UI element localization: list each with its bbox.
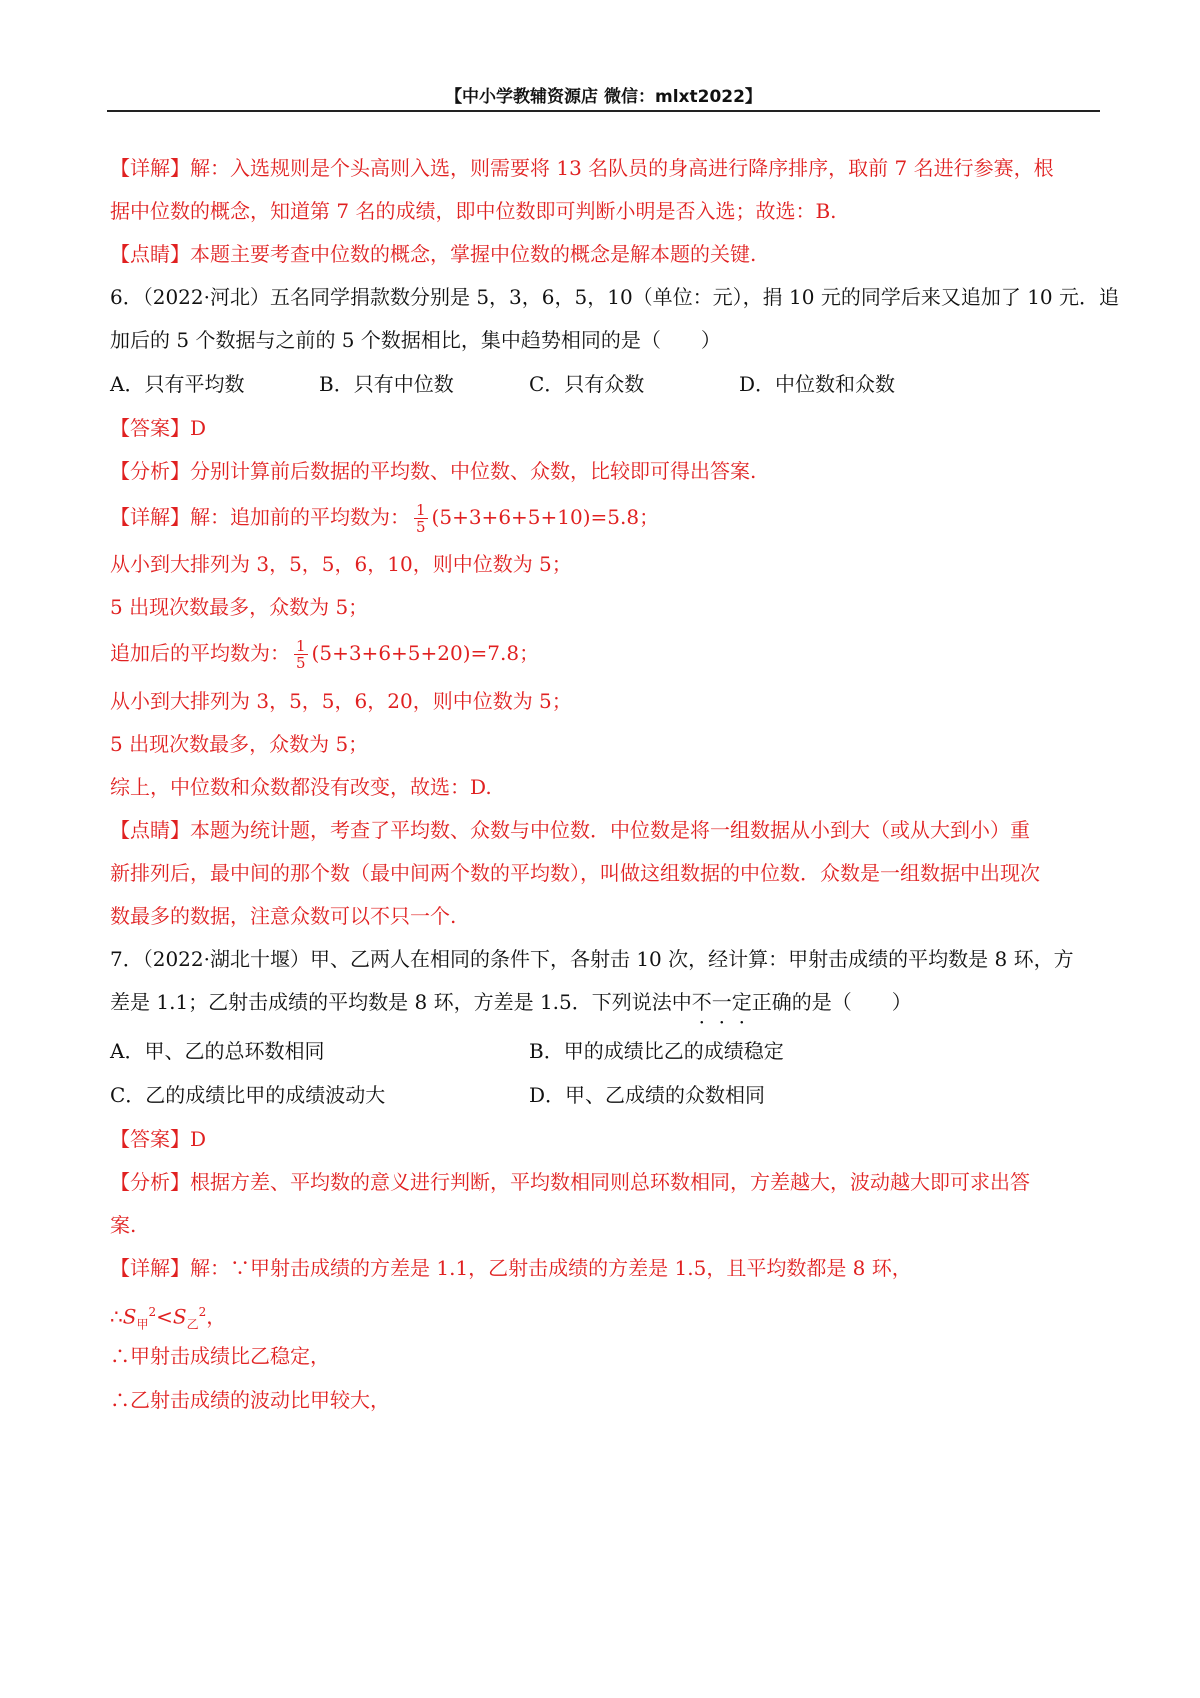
q7-detail-line-3: ∴甲射击成绩比乙稳定，	[110, 1344, 330, 1368]
fraction-numerator: 1	[416, 501, 426, 519]
q7-emphasis-char-2: 一	[711, 990, 732, 1014]
p5-detail-line-1: 【详解】解：入选规则是个头高则入选，则需要将 13 名队员的身高进行降序排序，取前 7 名进行参赛，根	[110, 156, 1054, 180]
q6-summary: 综上，中位数和众数都没有改变，故选：D.	[110, 775, 492, 799]
q6-option-d: D．中位数和众数	[739, 372, 896, 396]
q7-option-c: C．乙的成绩比甲的成绩波动大	[110, 1083, 386, 1107]
q6-detail-prefix: 【详解】解：追加前的平均数为：	[110, 505, 410, 529]
q6-comment-line-2: 新排列后，最中间的那个数（最中间两个数的平均数），叫做这组数据的中位数．众数是一组数据中出现次	[110, 861, 1040, 885]
fraction-numerator-2: 1	[296, 637, 306, 655]
q6-option-b: B．只有中位数	[319, 372, 454, 396]
q6-option-a: A．只有平均数	[110, 372, 245, 396]
q6-options	[110, 370, 1100, 398]
inequality-tail: ，	[206, 1304, 227, 1329]
q7-options-row-2	[110, 1081, 1100, 1109]
q7-detail-line-4: ∴乙射击成绩的波动比甲较大，	[110, 1388, 390, 1412]
q6-mode-before: 5 出现次数最多，众数为 5；	[110, 595, 369, 619]
q6-option-c: C．只有众数	[529, 372, 645, 396]
q7-emphasis-char-1: 不	[691, 990, 712, 1014]
q7-options-row-1	[110, 1037, 1100, 1065]
fraction-denominator-2: 5	[296, 654, 306, 672]
superscript-b: 2	[198, 1305, 207, 1319]
superscript-a: 2	[148, 1305, 157, 1319]
q7-detail-line-1: 【详解】解：∵甲射击成绩的方差是 1.1，乙射击成绩的方差是 1.5，且平均数都是 8 环，	[110, 1256, 912, 1280]
q7-option-d: D．甲、乙成绩的众数相同	[529, 1083, 766, 1107]
page-header: 【中小学教辅资源店 微信：mlxt2022】	[445, 87, 762, 107]
q6-stem-line-2: 加后的 5 个数据与之前的 5 个数据相比，集中趋势相同的是（ ）	[110, 328, 721, 352]
q6-sort-after: 从小到大排列为 3，5，5，6，20，则中位数为 5；	[110, 689, 572, 713]
less-than-symbol: <	[156, 1304, 173, 1329]
q6-analysis: 【分析】分别计算前后数据的平均数、中位数、众数，比较即可得出答案.	[110, 459, 757, 483]
p5-comment: 【点睛】本题主要考查中位数的概念，掌握中位数的概念是解本题的关键.	[110, 242, 757, 266]
variance-symbol-b: S	[172, 1304, 187, 1329]
q7-stem-line-2	[110, 988, 912, 1016]
q7-stem-line-1: 7．（2022·湖北十堰）甲、乙两人在相同的条件下，各射击 10 次，经计算：甲射击成绩的平均数是 8 环，方	[110, 947, 1074, 971]
subscript-b: 乙	[186, 1317, 199, 1332]
q6-detail-mean-after	[110, 636, 539, 671]
q7-stem-part-b: 正确的是（ ）	[751, 990, 912, 1014]
q7-option-a: A．甲、乙的总环数相同	[110, 1039, 325, 1063]
fraction-one-fifth	[414, 502, 428, 535]
header-divider	[107, 110, 1100, 112]
q7-emphasis-char-3: 定	[731, 990, 752, 1014]
q6-answer: 【答案】D	[110, 416, 207, 440]
q6-stem-line-1: 6．（2022·河北）五名同学捐款数分别是 5，3，6，5，10（单位：元），捐 10 元的同学后来又追加了 10 元．追	[110, 285, 1120, 309]
q7-analysis-line-2: 案.	[110, 1213, 137, 1237]
q6-after-prefix: 追加后的平均数为：	[110, 641, 290, 665]
q7-stem-part-a: 差是 1.1；乙射击成绩的平均数是 8 环，方差是 1.5．下列说法中	[110, 990, 692, 1014]
therefore-symbol: ∴	[110, 1304, 123, 1329]
subscript-a: 甲	[136, 1317, 149, 1332]
fraction-denominator: 5	[416, 518, 426, 536]
q6-detail-expression-after: (5+3+6+5+20)=7.8；	[311, 641, 540, 665]
q6-detail-mean-before	[110, 500, 659, 535]
q6-comment-line-3: 数最多的数据，注意众数可以不只一个.	[110, 904, 457, 928]
q7-option-b: B．甲的成绩比乙的成绩稳定	[529, 1039, 784, 1063]
q6-comment-line-1: 【点睛】本题为统计题，考查了平均数、众数与中位数．中位数是将一组数据从小到大（或从大到小）重	[110, 818, 1030, 842]
fraction-one-fifth-2	[294, 638, 308, 671]
variance-symbol-a: S	[122, 1304, 137, 1329]
q7-variance-inequality	[110, 1298, 226, 1339]
q7-analysis-line-1: 【分析】根据方差、平均数的意义进行判断，平均数相同则总环数相同，方差越大，波动越大即可求出答	[110, 1170, 1030, 1194]
q7-answer: 【答案】D	[110, 1127, 207, 1151]
q6-mode-after: 5 出现次数最多，众数为 5；	[110, 732, 369, 756]
p5-detail-line-2: 据中位数的概念，知道第 7 名的成绩，即中位数即可判断小明是否入选；故选：B.	[110, 199, 837, 223]
q6-detail-expression-before: (5+3+6+5+10)=5.8；	[431, 505, 660, 529]
q6-sort-before: 从小到大排列为 3，5，5，6，10，则中位数为 5；	[110, 552, 572, 576]
